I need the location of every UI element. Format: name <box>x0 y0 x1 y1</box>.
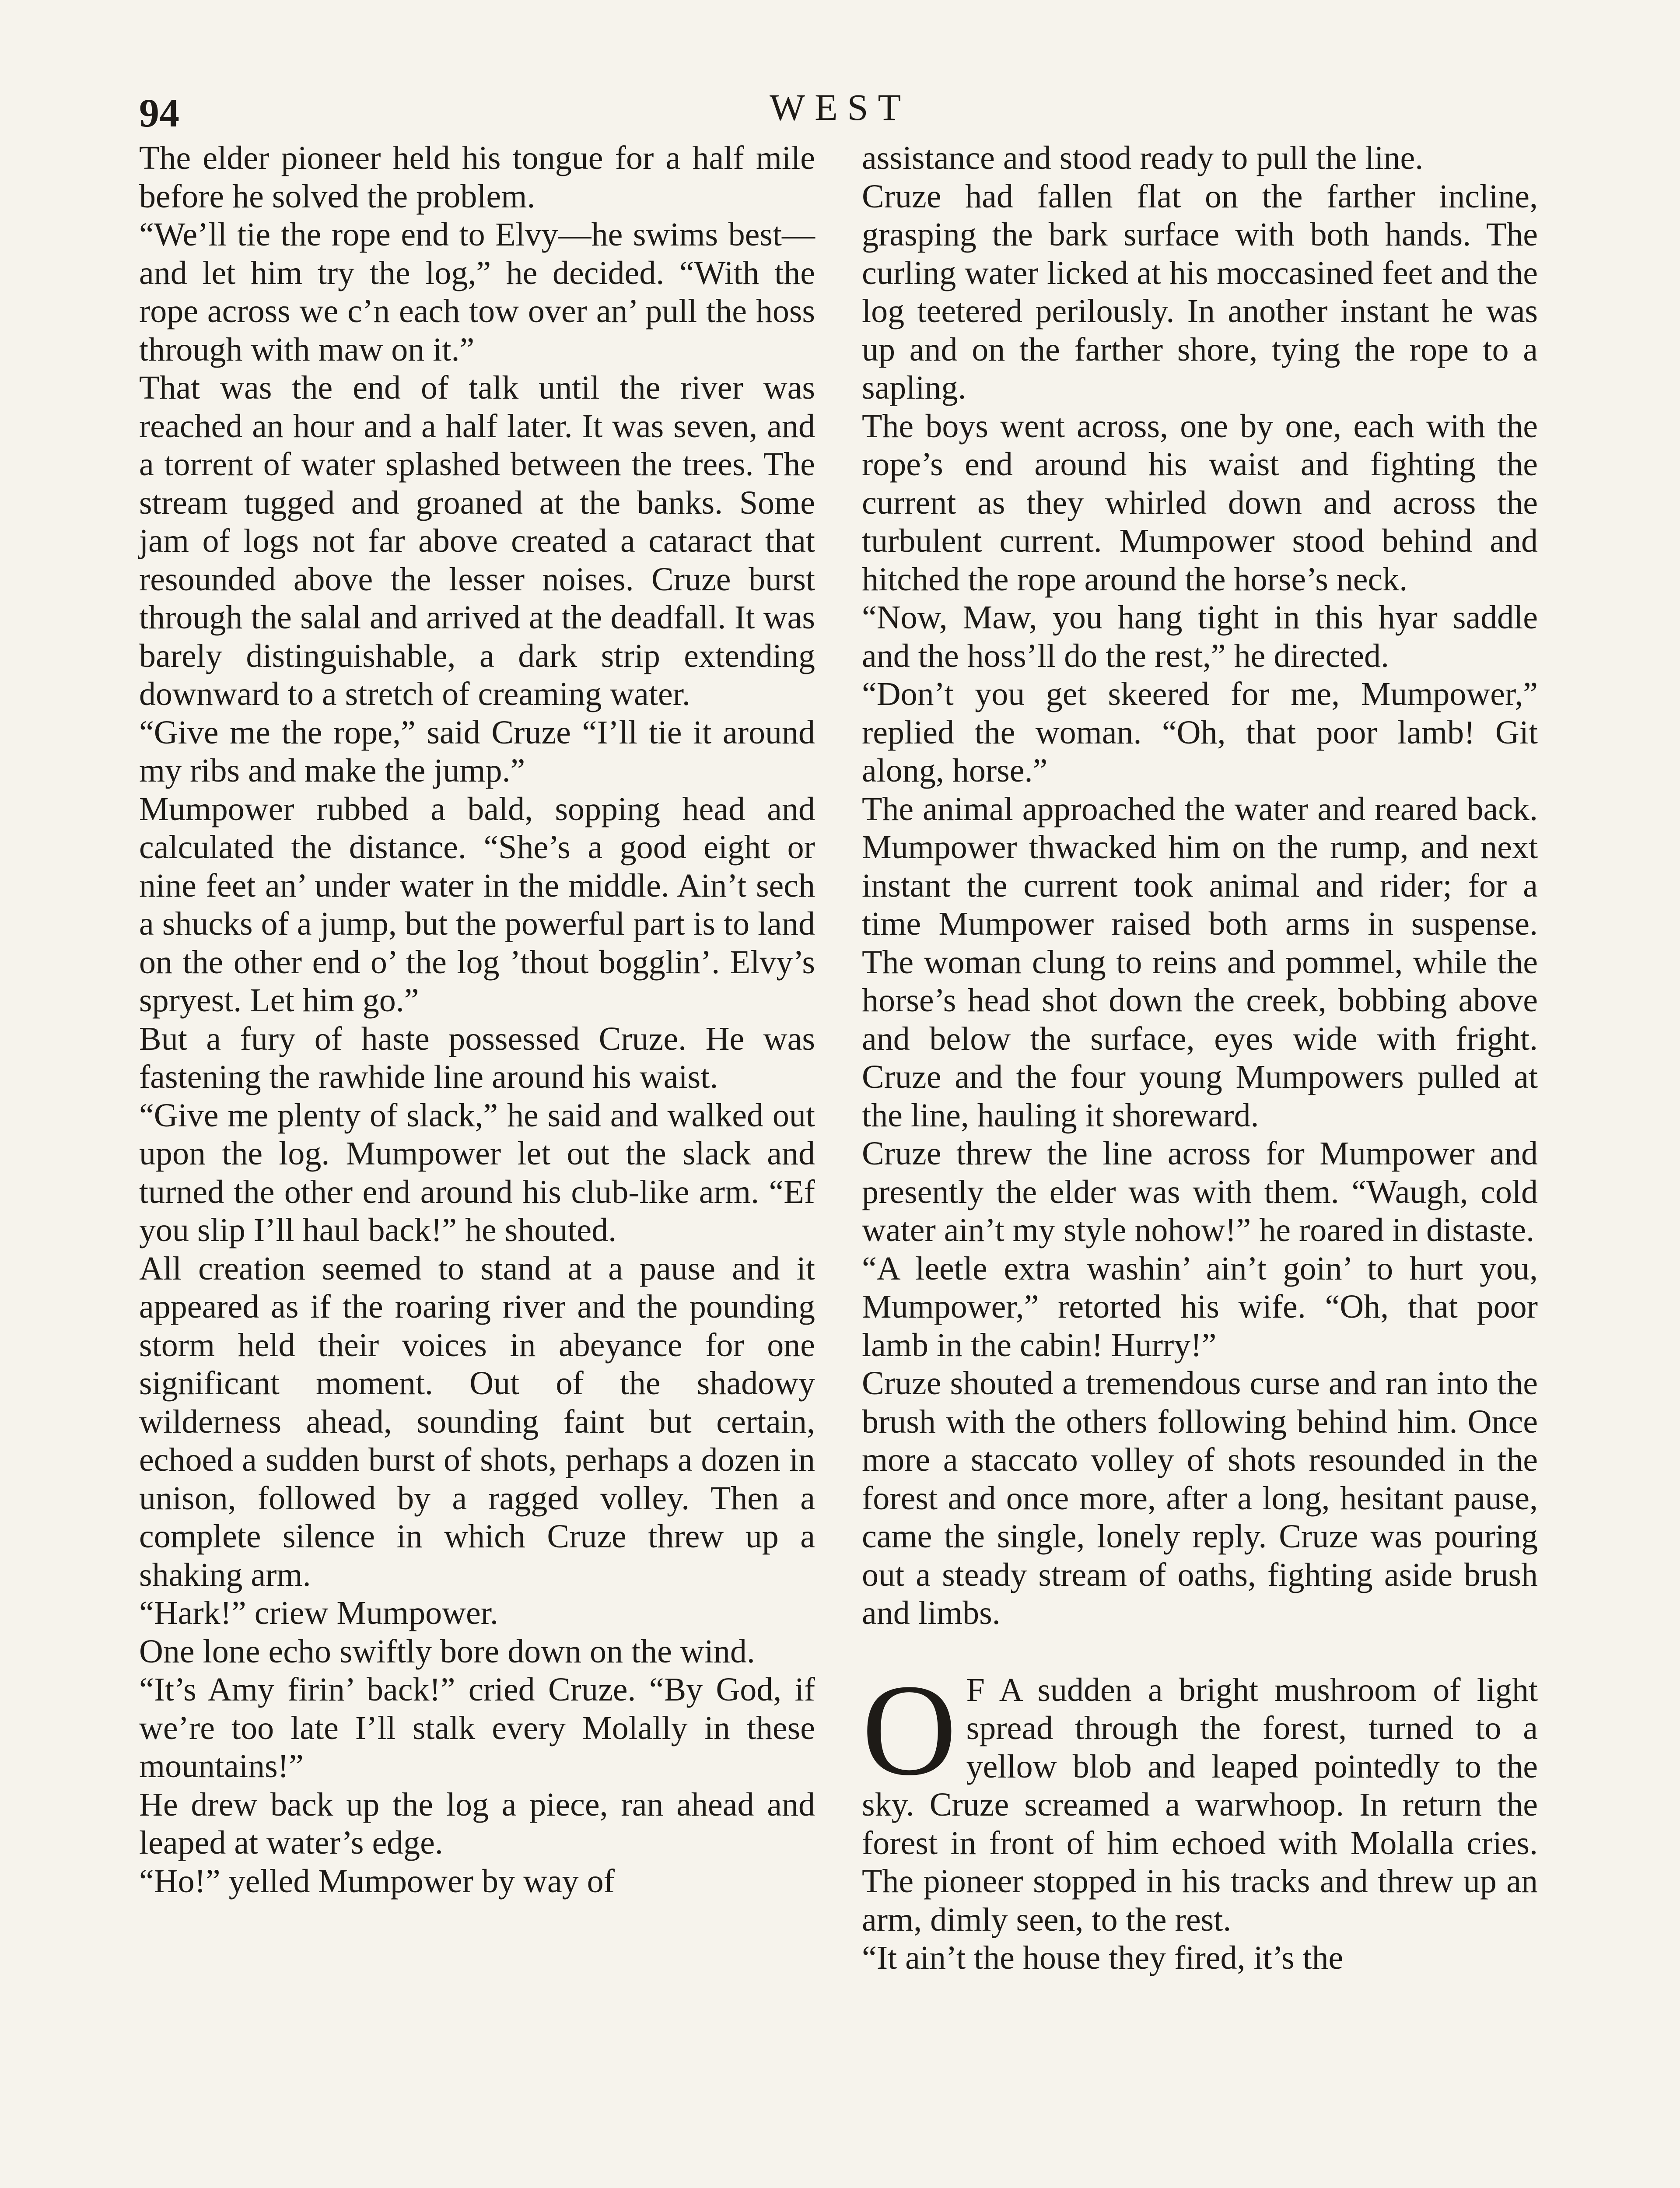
paragraph: “It ain’t the house they fired, it’s the <box>862 1939 1344 1976</box>
paragraph: He drew back up the log a piece, ran ahead and leaped at water’s edge. <box>139 1786 815 1861</box>
paragraph: “Now, Maw, you hang tight in this hyar saddle and the hoss’ll do the rest,” he directed. <box>862 599 1538 674</box>
paragraph-text: F A sudden a bright mushroom of light spread through the forest, turned to a yellow blob and leaped pointedly to the sky. Cruze screamed a warwhoop. In return the forest in front of him echoed with Molalla cries. The pioneer stopped in his tracks and threw up an arm, dimly seen, to the rest. <box>862 1671 1538 1938</box>
paragraph: One lone echo swiftly bore down on the wind. <box>139 1633 755 1670</box>
drop-cap-paragraph <box>862 1657 1538 1939</box>
paragraph: Cruze threw the line across for Mumpower and presently the elder was with them. “Waugh, cold water ain’t my style nohow!” he roared in distaste. <box>862 1135 1538 1248</box>
paragraph: Cruze shouted a tremendous curse and ran into the brush with the others following behind him. Once more a staccato volley of shots resounded in the forest and once more, after a long, hesitant pause, came the single, lonely reply. Cruze was pouring out a steady stream of oaths, fighting aside brush and limbs. <box>862 1365 1538 1631</box>
paragraph: That was the end of talk until the river was reached an hour and a half later. It was seven, and a torrent of water splashed between the trees. The stream tugged and groaned at the banks. Some jam of logs not far above created a cataract that resounded above the lesser noises. Cruze burst through the salal and arrived at the deadfall. It was barely distinguishable, a dark strip extending downward to a stretch of creaming water. <box>139 369 815 712</box>
paragraph: The elder pioneer held his tongue for a half mile before he solved the problem. <box>139 140 815 215</box>
paragraph: assistance and stood ready to pull the line. <box>862 140 1424 176</box>
paragraph: The animal approached the water and reared back. Mumpower thwacked him on the rump, and next instant the current took animal and rider; for a time Mumpower raised both arms in suspense. The woman clung to reins and pommel, while the horse’s head shot down the creek, bobbing above and below the surface, eyes wide with fright. Cruze and the four young Mumpowers pulled at the line, hauling it shoreward. <box>862 790 1538 1134</box>
section-break <box>862 1633 1538 1671</box>
drop-cap: O <box>862 1657 957 1802</box>
paragraph: “Hark!” criew Mumpower. <box>139 1595 498 1631</box>
paragraph: “Give me plenty of slack,” he said and walked out upon the log. Mumpower let out the slack and turned the other end around his club-like arm. “Ef you slip I’ll haul back!” he shouted. <box>139 1097 815 1248</box>
paragraph: “A leetle extra washin’ ain’t goin’ to hurt you, Mumpower,” retorted his wife. “Oh, that poor lamb in the cabin! Hurry!” <box>862 1250 1538 1364</box>
paragraph: All creation seemed to stand at a pause and it appeared as if the roaring river and the pounding storm held their voices in abeyance for one significant moment. Out of the shadowy wilderness ahead, sounding faint but certain, echoed a sudden burst of shots, perhaps a dozen in unison, followed by a ragged volley. Then a complete silence in which Cruze threw up a shaking arm. <box>139 1250 815 1593</box>
paragraph: But a fury of haste possessed Cruze. He was fastening the rawhide line around his waist. <box>139 1020 815 1095</box>
right-column <box>862 139 1538 1978</box>
paragraph: Cruze had fallen flat on the farther incline, grasping the bark surface with both hands. The curling water licked at his moccasined feet and the log teetered perilously. In another instant he was up and on the farther shore, tying the rope to a sapling. <box>862 178 1538 406</box>
paragraph: The boys went across, one by one, each with the rope’s end around his waist and fighting the current as they whirled down and across the turbulent current. Mumpower stood behind and hitched the rope around the horse’s neck. <box>862 407 1538 598</box>
paragraph: “Ho!” yelled Mumpower by way of <box>139 1862 615 1900</box>
paragraph: “It’s Amy firin’ back!” cried Cruze. “By God, if we’re too late I’ll stalk every Molally in these mountains!” <box>139 1671 815 1785</box>
paragraph: “We’ll tie the rope end to Elvy—he swims best—and let him try the log,” he decided. “With the rope across we c’n each tow over an’ pull the hoss through with maw on it.” <box>139 216 815 368</box>
paragraph: “Give me the rope,” said Cruze “I’ll tie it around my ribs and make the jump.” <box>139 714 815 789</box>
paragraph: “Don’t you get skeered for me, Mumpower,” replied the woman. “Oh, that poor lamb! Git along, horse.” <box>862 676 1538 789</box>
page-number: 94 <box>139 91 179 135</box>
paragraph: Mumpower rubbed a bald, sopping head and calculated the distance. “She’s a good eight or nine feet an’ under water in the middle. Ain’t sech a shucks of a jump, but the powerful part is to land on the other end o’ the log ’thout bogglin’. Elvy’s spryest. Let him go.” <box>139 790 816 1019</box>
running-head: WEST <box>769 86 911 128</box>
left-column <box>139 139 815 1900</box>
